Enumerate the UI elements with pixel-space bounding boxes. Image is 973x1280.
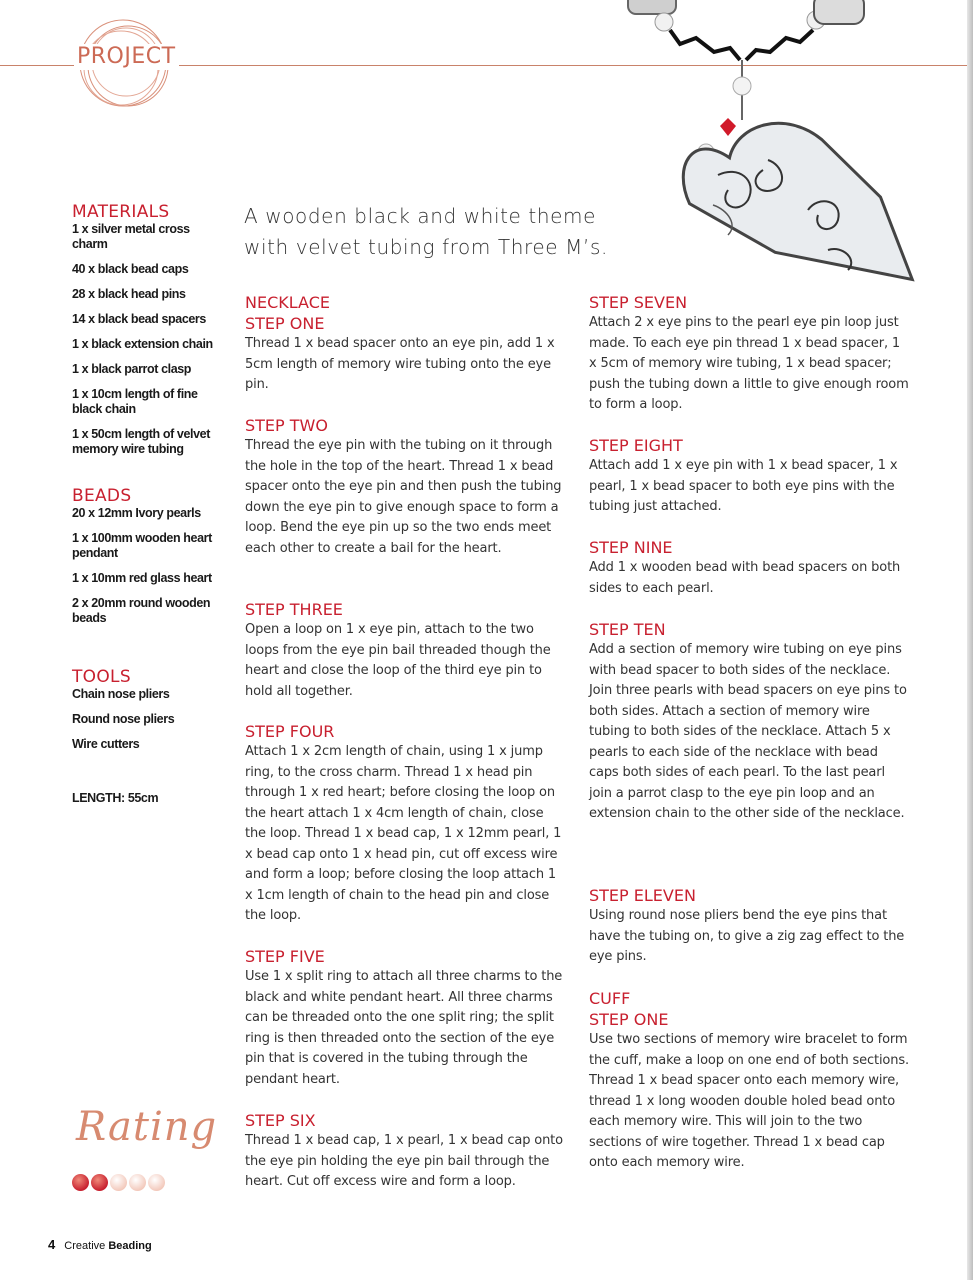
length-note: LENGTH: 55cm — [72, 791, 159, 805]
step-title: STEP ONE — [245, 314, 325, 333]
tools-list — [72, 687, 222, 762]
list-item: Chain nose pliers — [72, 687, 170, 701]
list-item: 28 x black head pins — [72, 287, 186, 301]
list-item: 40 x black bead caps — [72, 262, 189, 276]
step-text: Attach 1 x 2cm length of chain, using 1 x jump ring, to the cross charm. Thread 1 x head pin through 1 x red heart; before closing the loop on the heart attach 1 x 4cm length of chain, close the loop. Thread 1 x bead cap, 1 x 12mm pearl, 1 x bead cap onto 1 x head pin, cut off excess wire and form a loop; before closing the loop attach 1 x 1cm length of chain to the head pin and close the loop. — [245, 744, 562, 923]
step-text: Use 1 x split ring to attach all three charms to the black and white pendant heart. All three charms can be threaded onto the one split ring; the split ring is then threaded onto the section of the eye pin that is covered in the tubing through the pendant heart. — [245, 969, 563, 1087]
page-edge — [967, 0, 973, 1280]
step-title: STEP THREE — [245, 600, 343, 619]
list-item: 1 x 50cm length of velvet memory wire tubing — [72, 427, 210, 456]
step-title: STEP FIVE — [245, 947, 325, 966]
beads-heading: BEADS — [72, 486, 132, 506]
beads-list — [72, 506, 222, 636]
rating-label: Rating — [76, 1104, 218, 1150]
step-title: STEP SIX — [245, 1111, 316, 1130]
list-item: 1 x black extension chain — [72, 337, 213, 351]
step-four — [245, 721, 567, 927]
heart-pendant-necklace-image — [618, 0, 973, 300]
step-three — [245, 599, 567, 702]
list-item: 1 x black parrot clasp — [72, 362, 192, 376]
list-item: 2 x 20mm round wooden beads — [72, 596, 211, 625]
materials-list — [72, 222, 222, 467]
page-number: 4 — [48, 1237, 56, 1252]
step-title: STEP EIGHT — [589, 436, 683, 455]
step-cuff-one — [589, 988, 911, 1174]
step-two — [245, 415, 567, 559]
step-text: Thread 1 x bead spacer onto an eye pin, add 1 x 5cm length of memory wire tubing onto the eye pin. — [245, 336, 555, 392]
step-text: Thread 1 x bead spacer onto each memory wire, thread 1 x long wooden double holed bead onto each memory wire. This will join to the two sections of wire together. Thread 1 x bead cap onto each memory wire. — [589, 1073, 900, 1170]
rating-dot-empty — [129, 1174, 146, 1191]
step-eleven — [589, 885, 911, 968]
step-title: STEP TWO — [245, 416, 328, 435]
list-item: 20 x 12mm Ivory pearls — [72, 506, 201, 520]
rating-dot-empty — [110, 1174, 127, 1191]
step-text: Thread the eye pin with the tubing on it through the hole in the top of the heart. Thread 1 x bead spacer onto the eye pin and then push the tubing down the eye pin to give enough space to form a loop. Bend the eye pin up so the two ends meet each other to create a bail for the heart. — [245, 438, 562, 556]
section-title: NECKLACE — [245, 293, 330, 312]
step-text: Add a section of memory wire tubing on eye pins with bead spacer to both sides of the necklace. Join three pearls with bead spacers on eye pins to both sides. Attach a section of memory wire tubing to both sides of the necklace. Attach 5 x pearls to each side of the necklace with bead caps both sides of each pearl. To the last pearl join a parrot clasp to the eye pin loop and an extension chain to the other side of the necklace. — [589, 642, 907, 821]
list-item: 1 x 100mm wooden heart pendant — [72, 531, 212, 560]
step-title: STEP ELEVEN — [589, 886, 696, 905]
step-five — [245, 946, 567, 1090]
step-title: STEP SEVEN — [589, 293, 688, 312]
step-title: STEP FOUR — [245, 722, 335, 741]
step-text: Use two sections of memory wire bracelet to form the cuff, make a loop on one end of both sections. — [589, 1032, 909, 1068]
step-seven — [589, 292, 911, 416]
page-footer — [48, 1237, 152, 1252]
rating-dot-empty — [148, 1174, 165, 1191]
list-item: 14 x black bead spacers — [72, 312, 206, 326]
step-text: Add 1 x wooden bead with bead spacers on both sides to each pearl. — [589, 560, 901, 596]
magazine-name-bold: Beading — [108, 1240, 152, 1252]
step-nine — [589, 537, 911, 599]
list-item: 1 x 10mm red glass heart — [72, 571, 212, 585]
step-title: STEP ONE — [589, 1010, 669, 1029]
list-item: Wire cutters — [72, 737, 140, 751]
step-text: Thread 1 x bead cap, 1 x pearl, 1 x bead cap onto the eye pin holding the eye pin bail through the heart. Cut off excess wire and form a loop. — [245, 1133, 563, 1189]
rating-dot-filled — [72, 1174, 89, 1191]
step-title: STEP NINE — [589, 538, 673, 557]
section-title: CUFF — [589, 989, 631, 1008]
rating-dot-filled — [91, 1174, 108, 1191]
step-text: Using round nose pliers bend the eye pins that have the tubing on, to give a zig zag effect to the eye pins. — [589, 908, 905, 964]
step-ten — [589, 619, 911, 825]
step-necklace-one — [245, 292, 567, 396]
step-text: Attach 2 x eye pins to the pearl eye pin loop just made. To each eye pin thread 1 x bead spacer, 1 x 5cm of memory wire tubing, 1 x bead spacer; push the tubing down a little to give enough room to form a loop. — [589, 315, 909, 412]
step-six — [245, 1110, 567, 1193]
list-item: Round nose pliers — [72, 712, 175, 726]
list-item: 1 x silver metal cross charm — [72, 222, 190, 251]
list-item: 1 x 10cm length of fine black chain — [72, 387, 198, 416]
step-text: Attach add 1 x eye pin with 1 x bead spacer, 1 x pearl, 1 x bead spacer to both eye pins with the tubing just attached. — [589, 458, 898, 514]
tools-heading: TOOLS — [72, 667, 131, 687]
step-text: Open a loop on 1 x eye pin, attach to the two loops from the eye pin bail threaded though the heart and close the loop of the third eye pin to hold all together. — [245, 622, 551, 699]
step-eight — [589, 435, 911, 518]
materials-heading: MATERIALS — [72, 202, 170, 222]
step-title: STEP TEN — [589, 620, 666, 639]
intro-heading: A wooden black and white theme with velvet tubing from Three M’s. — [244, 204, 608, 259]
magazine-name-light: Creative — [64, 1240, 106, 1252]
rating-dots — [72, 1174, 167, 1192]
project-label: PROJECT — [74, 44, 179, 70]
